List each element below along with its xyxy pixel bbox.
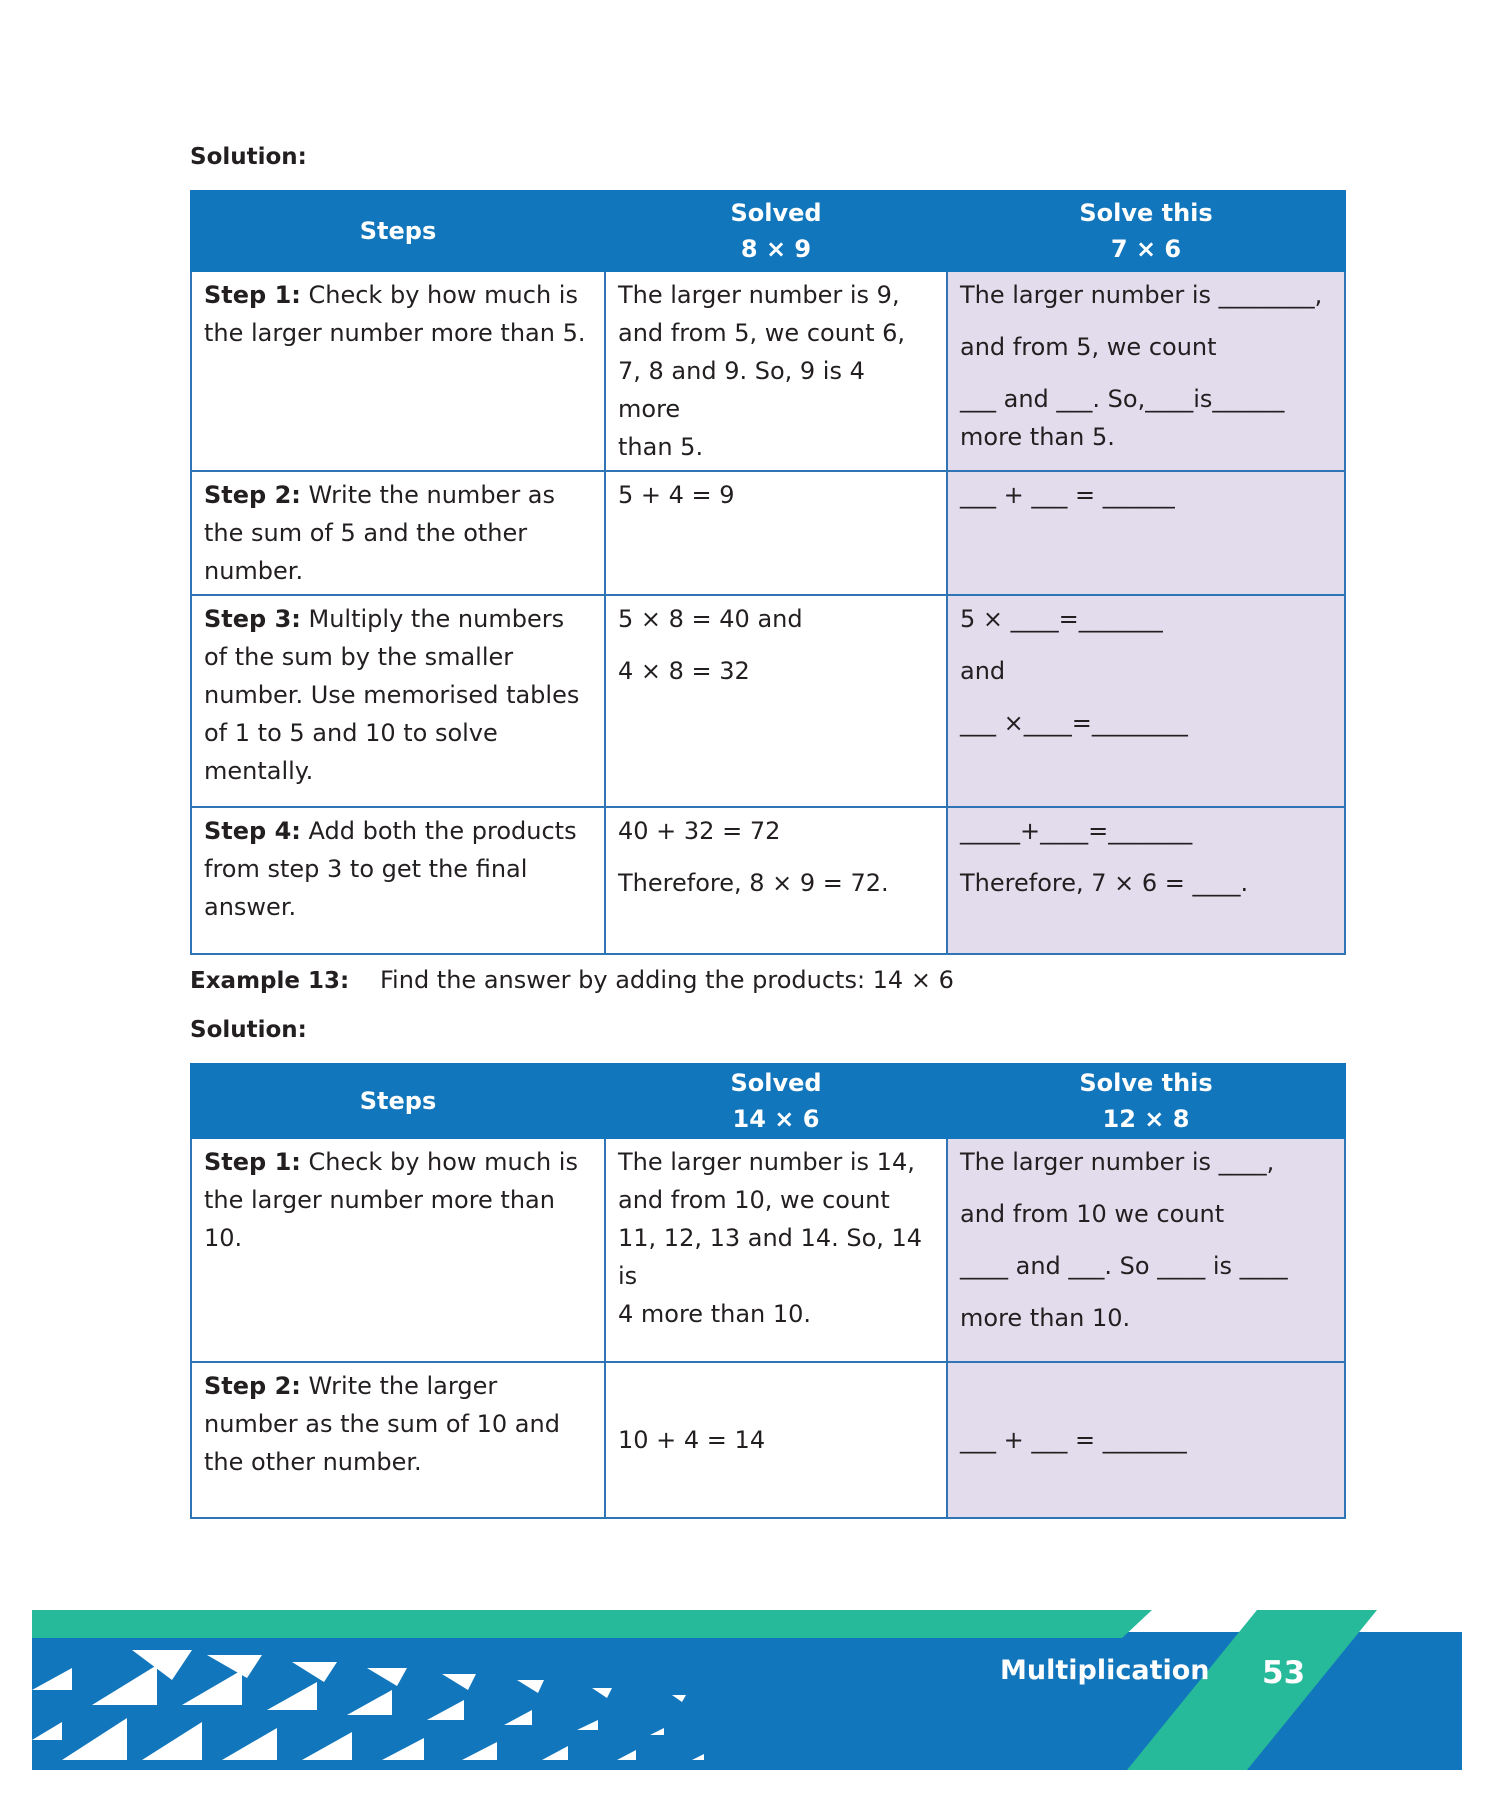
header-solve-expr: 12 × 8 bbox=[1102, 1105, 1190, 1133]
solve-line: _____+____=_______ bbox=[960, 817, 1193, 845]
header-solved bbox=[605, 191, 947, 271]
solved-line: 11, 12, 13 and 14. So, 14 is bbox=[618, 1224, 923, 1290]
table-row bbox=[191, 271, 1345, 471]
solution-label: Solution: bbox=[190, 1017, 307, 1043]
header-solve-title: Solve this bbox=[1079, 199, 1213, 227]
solved-line: 4 × 8 = 32 bbox=[618, 657, 750, 685]
header-solved-title: Solved bbox=[730, 199, 822, 227]
solve-line: The larger number is ____, bbox=[960, 1148, 1275, 1176]
step-cell bbox=[191, 471, 605, 595]
step-number: Step 1: bbox=[204, 281, 301, 309]
solve-line: and bbox=[960, 657, 1006, 685]
chapter-title: Multiplication bbox=[1000, 1655, 1210, 1686]
solve-line: and from 10 we count bbox=[960, 1200, 1225, 1228]
steps-table-1 bbox=[190, 190, 1346, 955]
step-cell bbox=[191, 1138, 605, 1362]
header-solved-expr: 14 × 6 bbox=[732, 1105, 820, 1133]
step-cell bbox=[191, 271, 605, 471]
step-text: Check by how much is the larger number more than 10. bbox=[204, 1148, 578, 1252]
step-number: Step 2: bbox=[204, 1372, 301, 1400]
header-solve-this bbox=[947, 191, 1345, 271]
solved-line: The larger number is 14, bbox=[618, 1148, 915, 1176]
table-row bbox=[191, 1362, 1345, 1518]
solved-line: Therefore, 8 × 9 = 72. bbox=[618, 869, 889, 897]
solve-cell bbox=[947, 1138, 1345, 1362]
solved-line: 7, 8 and 9. So, 9 is 4 more bbox=[618, 357, 865, 423]
example-heading bbox=[190, 966, 954, 994]
solve-line: ___ and ___. So,____is______ bbox=[960, 385, 1285, 413]
solve-line: ____ and ___. So ____ is ____ bbox=[960, 1252, 1288, 1280]
solved-line: and from 10, we count bbox=[618, 1186, 890, 1214]
step-cell bbox=[191, 807, 605, 954]
step-text: Write the larger number as the sum of 10 and the other number. bbox=[204, 1372, 560, 1476]
solved-cell bbox=[605, 1362, 947, 1518]
header-steps: Steps bbox=[191, 1064, 605, 1138]
solve-line: more than 5. bbox=[960, 423, 1115, 451]
table-header bbox=[191, 1064, 1345, 1138]
header-solve-expr: 7 × 6 bbox=[1110, 235, 1182, 263]
step-text: Check by how much is the larger number more than 5. bbox=[204, 281, 586, 347]
solved-line: and from 5, we count 6, bbox=[618, 319, 906, 347]
solved-line: 10 + 4 = 14 bbox=[618, 1426, 766, 1454]
header-solved bbox=[605, 1064, 947, 1138]
table-row bbox=[191, 471, 1345, 595]
solved-cell bbox=[605, 595, 947, 807]
example-text: Find the answer by adding the products: 14 × 6 bbox=[380, 966, 954, 994]
page-number: 53 bbox=[1262, 1655, 1306, 1691]
solved-cell bbox=[605, 1138, 947, 1362]
step-text: Multiply the numbers of the sum by the smaller number. Use memorised tables of 1 to 5 and 10 to solve mentally. bbox=[204, 605, 580, 785]
solve-line: 5 × ____=_______ bbox=[960, 605, 1163, 633]
step-cell bbox=[191, 595, 605, 807]
table-row bbox=[191, 595, 1345, 807]
solved-line: 4 more than 10. bbox=[618, 1300, 812, 1328]
solve-line: ___ + ___ = ______ bbox=[960, 481, 1175, 509]
header-solve-title: Solve this bbox=[1079, 1069, 1213, 1097]
footer-banner bbox=[32, 1610, 1462, 1770]
solve-line: The larger number is ________, bbox=[960, 281, 1323, 309]
solved-line: The larger number is 9, bbox=[618, 281, 900, 309]
step-number: Step 4: bbox=[204, 817, 301, 845]
solve-line: ___ ×____=________ bbox=[960, 709, 1188, 737]
step-text: Write the number as the sum of 5 and the other number. bbox=[204, 481, 556, 585]
solve-cell bbox=[947, 595, 1345, 807]
solve-line: and from 5, we count bbox=[960, 333, 1217, 361]
solution-label: Solution: bbox=[190, 144, 307, 170]
table-header bbox=[191, 191, 1345, 271]
solved-line: 5 + 4 = 9 bbox=[618, 481, 735, 509]
table-row bbox=[191, 1138, 1345, 1362]
step-number: Step 2: bbox=[204, 481, 301, 509]
solved-cell bbox=[605, 271, 947, 471]
step-number: Step 3: bbox=[204, 605, 301, 633]
solve-cell bbox=[947, 807, 1345, 954]
example-label: Example 13: bbox=[190, 968, 350, 994]
table-row bbox=[191, 807, 1345, 954]
solve-cell bbox=[947, 1362, 1345, 1518]
step-number: Step 1: bbox=[204, 1148, 301, 1176]
solve-cell bbox=[947, 471, 1345, 595]
steps-table-2 bbox=[190, 1063, 1346, 1519]
solved-cell bbox=[605, 471, 947, 595]
solved-line: 40 + 32 = 72 bbox=[618, 817, 781, 845]
step-cell bbox=[191, 1362, 605, 1518]
solve-line: more than 10. bbox=[960, 1304, 1131, 1332]
header-solved-title: Solved bbox=[730, 1069, 822, 1097]
solve-cell bbox=[947, 271, 1345, 471]
footer-teal-stripe bbox=[32, 1610, 1152, 1638]
solved-cell bbox=[605, 807, 947, 954]
solve-line: ___ + ___ = _______ bbox=[960, 1426, 1187, 1454]
header-solved-expr: 8 × 9 bbox=[740, 235, 812, 263]
step-text: Add both the products from step 3 to get the final answer. bbox=[204, 817, 577, 921]
solved-line: than 5. bbox=[618, 433, 704, 461]
solve-line: Therefore, 7 × 6 = ____. bbox=[960, 869, 1249, 897]
header-steps: Steps bbox=[191, 191, 605, 271]
header-solve-this bbox=[947, 1064, 1345, 1138]
solved-line: 5 × 8 = 40 and bbox=[618, 605, 803, 633]
